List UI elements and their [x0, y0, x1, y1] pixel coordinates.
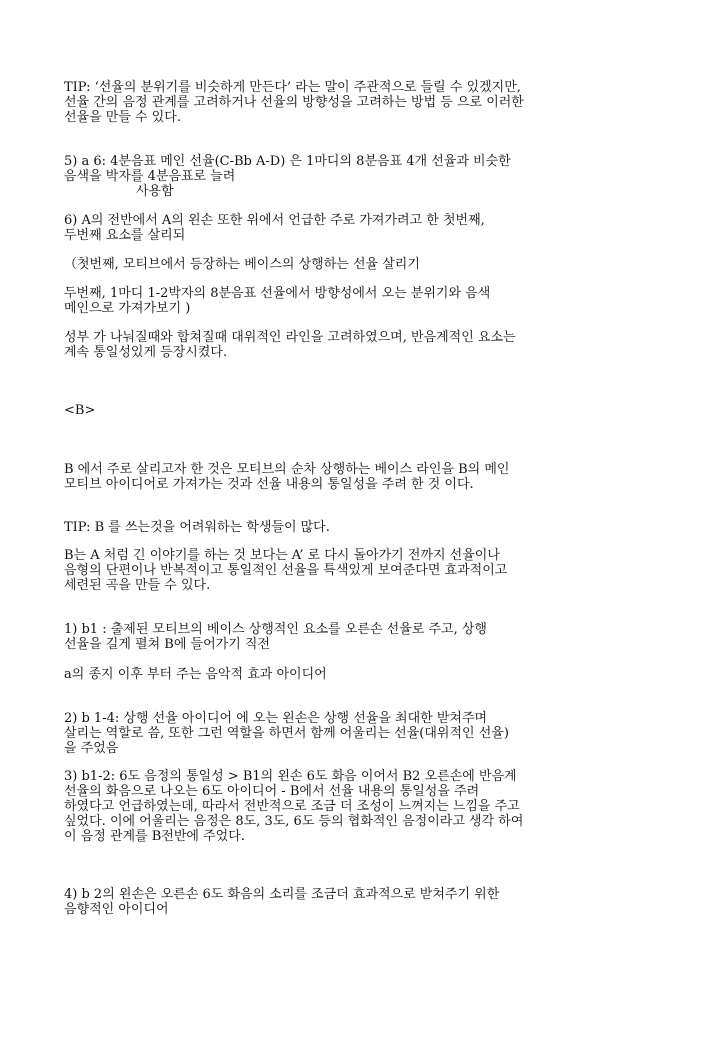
text-line: 두번째, 1마디 1-2박자의 8분음표 선율에서 방향성에서 오는 분위기와 음색	[64, 286, 491, 301]
item-6-paragraph	[64, 213, 664, 243]
text-line: 하였다고 언급하였는데, 따라서 전반적으로 조금 더 조성이 느껴지는 느낌을 주고	[64, 799, 520, 814]
text-line: TIP: B 를 쓰는것을 어려워하는 학생들이 많다.	[64, 520, 330, 535]
b1-note	[64, 667, 664, 682]
text-line: 선율을 만들 수 있다.	[64, 110, 181, 125]
text-line: 음형의 단편이나 반복적이고 통일적인 선율을 특색있게 보여준다면 효과적이고	[64, 563, 508, 578]
b3-paragraph	[64, 769, 664, 844]
text-line: 선율 간의 음정 관계를 고려하거나 선율의 방향성을 고려하는 방법 등 으로 이러한	[64, 95, 524, 110]
text-line: 메인으로 가져가보기 )	[64, 301, 191, 316]
b4-paragraph	[64, 887, 664, 917]
text-line: 계속 통일성있게 등장시켰다.	[64, 345, 228, 360]
text-line: 이 음정 관계를 B전반에 주었다.	[64, 829, 245, 844]
text-line: 3) b1-2: 6도 음정의 통일성 > B1의 왼손 6도 화음 이어서 B2 오른손에 반음계	[64, 769, 517, 784]
b-explain-paragraph	[64, 548, 664, 593]
text-line: TIP: ‘선율의 분위기를 비슷하게 만든다’ 라는 말이 주관적으로 들릴 수 있겠지만,	[64, 80, 521, 95]
text-line: 4) b 2의 왼손은 오른손 6도 화음의 소리를 조금더 효과적으로 받쳐주기 위한	[64, 887, 500, 902]
text-line: 2) b 1-4: 상행 선율 아이디어 에 오는 왼손은 상행 선율을 최대한 받쳐주며	[64, 711, 488, 726]
item-5-paragraph	[64, 154, 664, 199]
text-line: 모티브 아이디어로 가져가는 것과 선율 내용의 통일성을 주려 한 것 이다.	[64, 477, 474, 492]
text-line: a의 종지 이후 부터 주는 음악적 효과 아이디어	[64, 667, 327, 682]
text-line: 세련된 곡을 만들 수 있다.	[64, 578, 211, 593]
text-line: 음향적인 아이디어	[64, 902, 169, 917]
b2-paragraph	[64, 711, 664, 756]
text-line: （첫번째, 모티브에서 등장하는 베이스의 상행하는 선율 살리기	[64, 257, 420, 272]
text-line: 사용함	[136, 184, 174, 199]
text-line: 음색을 박자를 4분음표로 늘려	[64, 169, 236, 184]
item-6-first-element	[64, 257, 664, 272]
text-line: 두번째 요소를 살리되	[64, 228, 186, 243]
tip-b-paragraph	[64, 520, 664, 535]
text-line: B는 A 처럼 긴 이야기를 하는 것 보다는 A’ 로 다시 돌아가기 전까지 선율이나	[64, 548, 500, 563]
summary-paragraph	[64, 330, 664, 360]
text-line: 성부 가 나눠질때와 합쳐질때 대위적인 라인을 고려하였으며, 반음계적인 요소는	[64, 330, 516, 345]
tip-paragraph	[64, 80, 664, 125]
section-title: <B>	[64, 403, 96, 418]
text-line: 선율의 화음으로 나오는 6도 아이디어 - B에서 선율 내용의 통일성을 주려	[64, 784, 480, 799]
b1-paragraph	[64, 622, 664, 652]
text-line: 살리는 역할로 씀, 또한 그런 역할을 하면서 함께 어울리는 선율(대위적인 선율)	[64, 726, 509, 741]
text-line: 선율을 길게 펼쳐 B에 들어가기 직전	[64, 637, 271, 652]
text-line: 을 주었음	[64, 741, 119, 756]
text-line: B 에서 주로 살리고자 한 것은 모티브의 순차 상행하는 베이스 라인을 B의 메인	[64, 462, 510, 477]
text-line: 6) A의 전반에서 A의 왼손 또한 위에서 언급한 주로 가져가려고 한 첫번째,	[64, 213, 485, 228]
text-line: 1) b1 : 출제된 모티브의 베이스 상행적인 요소를 오른손 선율로 주고, 상행	[64, 622, 487, 637]
text-line: 5) a 6: 4분음표 메인 선율(C-Bb A-D) 은 1마디의 8분음표 4개 선율과 비슷한	[64, 154, 511, 169]
section-b-heading	[64, 403, 664, 418]
item-6-second-element	[64, 286, 664, 316]
text-line: 싶었다. 이에 어울리는 음정은 8도, 3도, 6도 등의 협화적인 음정이라고 생각 하여	[64, 814, 524, 829]
b-intro-paragraph	[64, 462, 664, 492]
